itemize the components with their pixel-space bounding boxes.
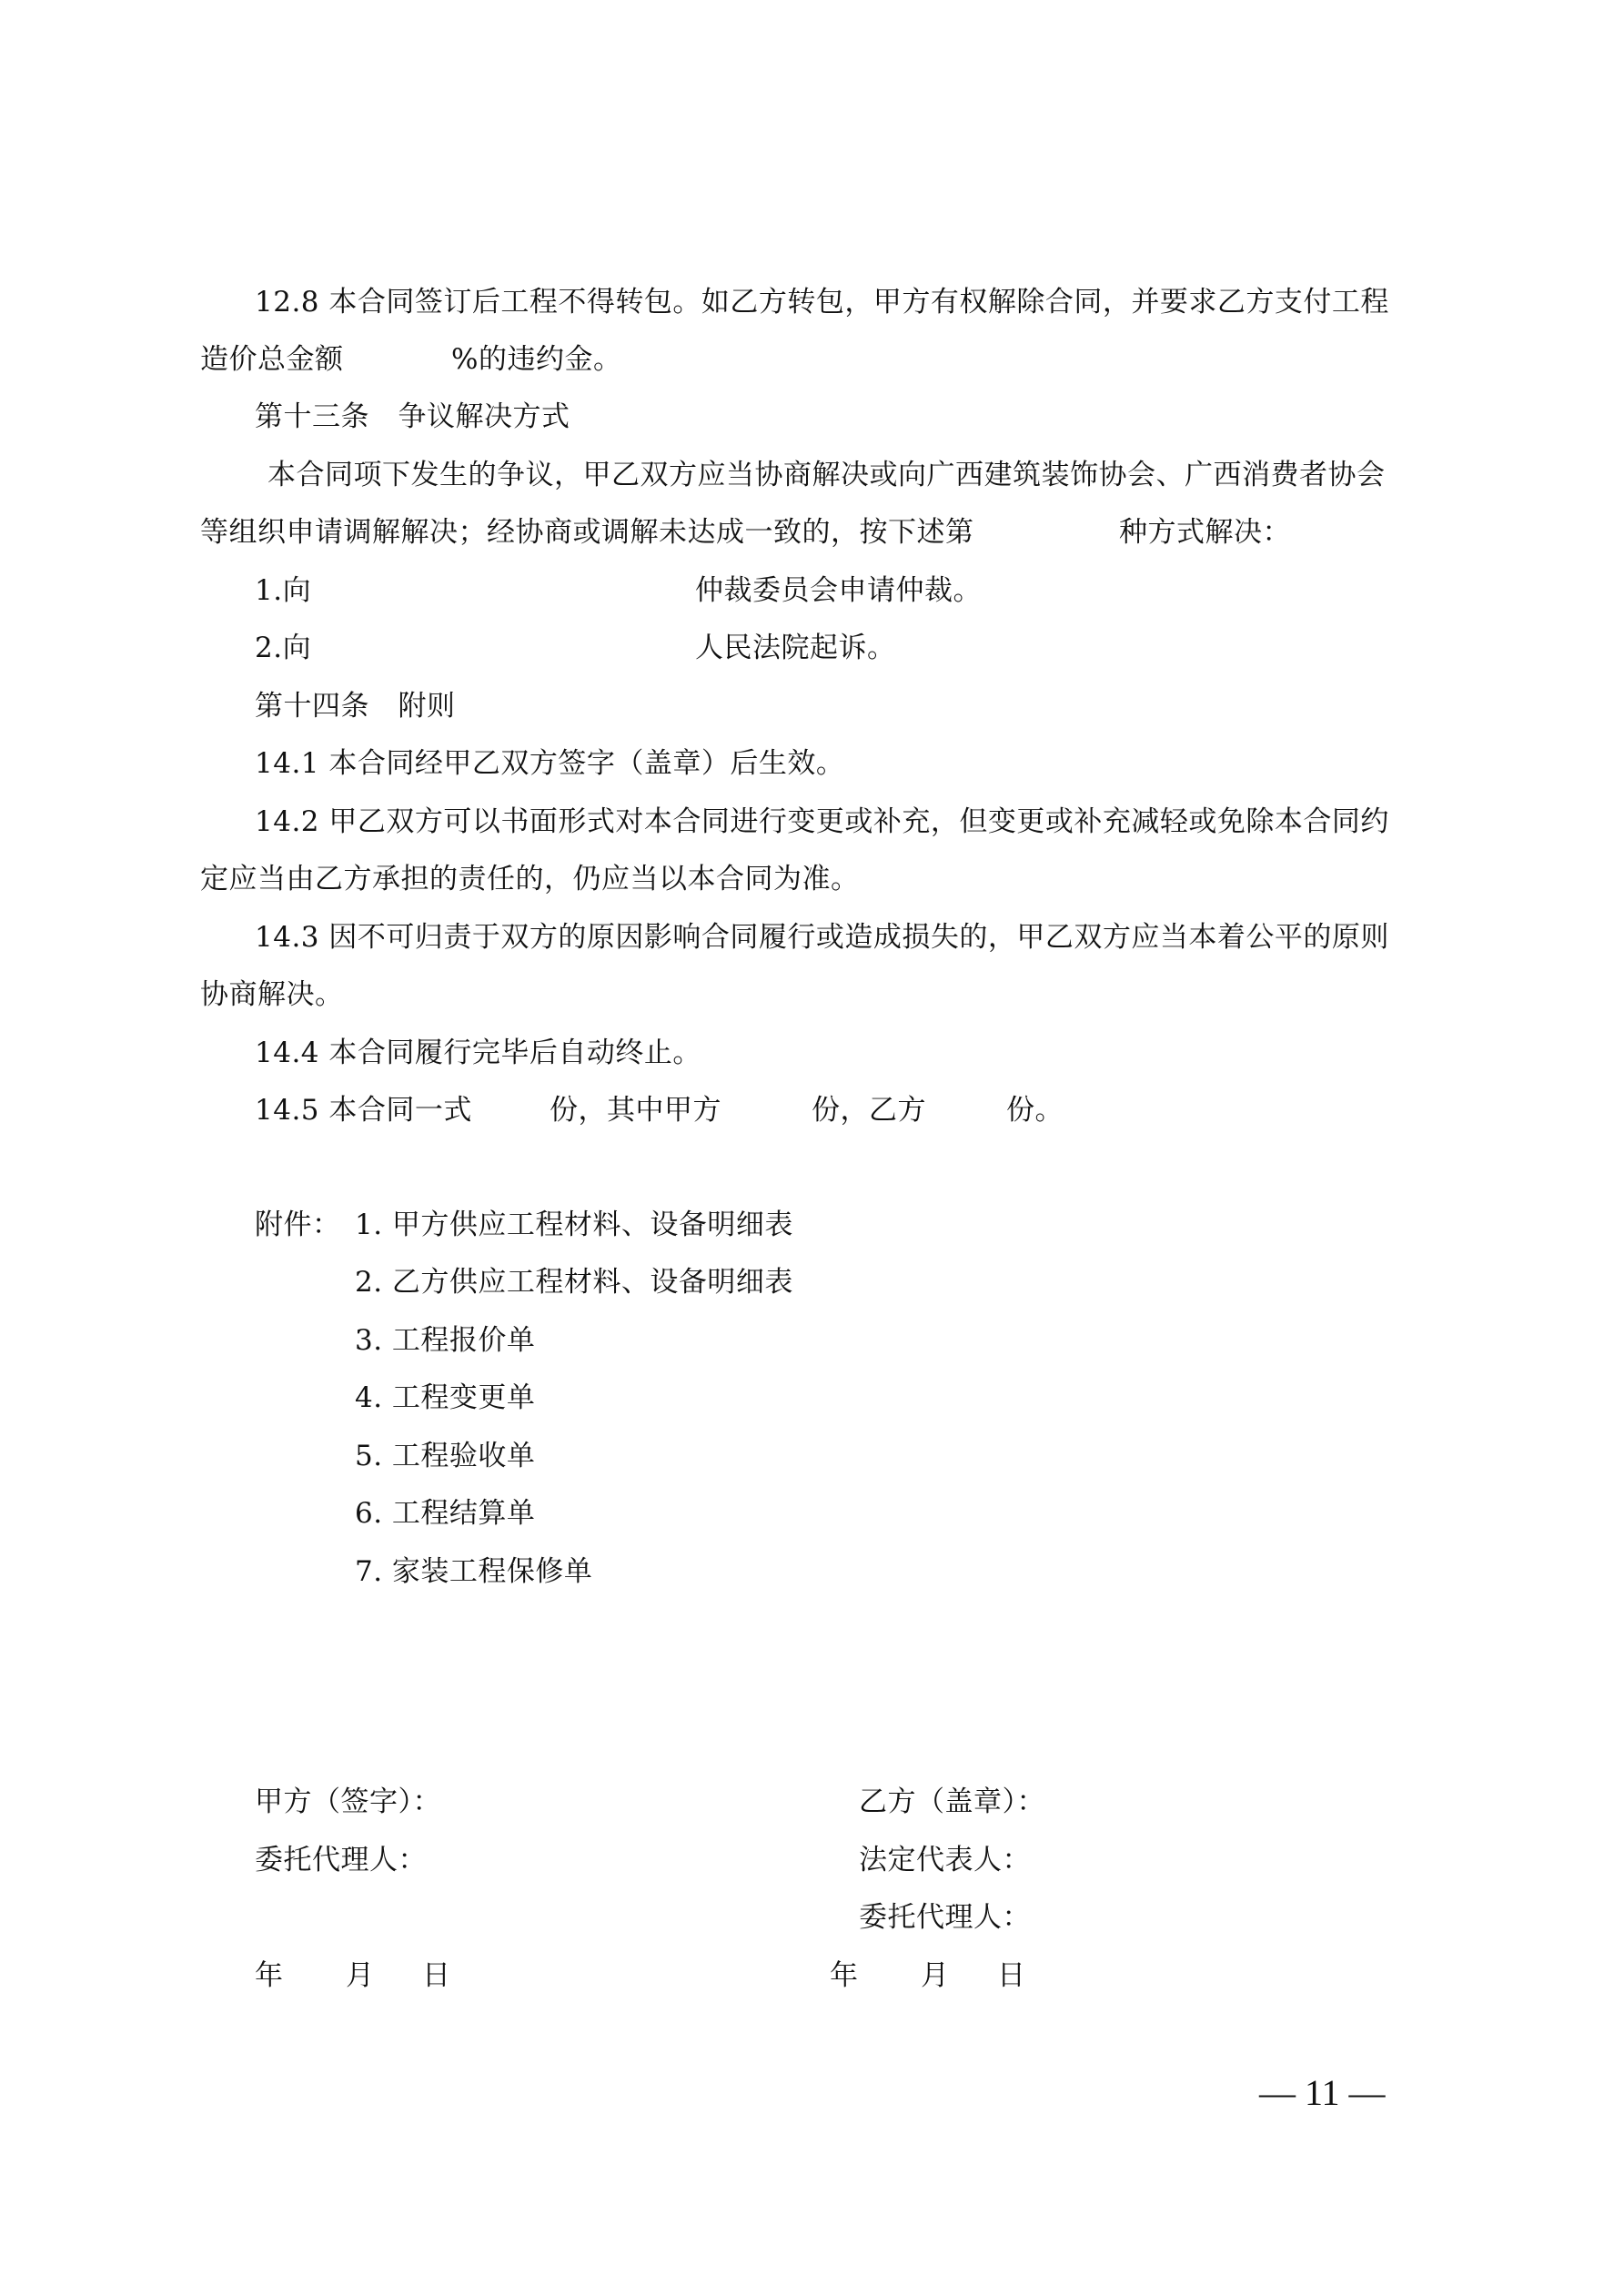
- article-13-para-line2-suffix: 种方式解决：: [1119, 516, 1291, 549]
- article-13-option1-prefix: 1.向: [255, 574, 312, 607]
- clause-14-3-line2: 协商解决。: [200, 978, 344, 1011]
- attachment-item: 4. 工程变更单: [355, 1381, 536, 1414]
- party-a-agent-label: 委托代理人：: [255, 1844, 427, 1876]
- clause-12-8-line2-suffix: %的违约金。: [451, 343, 622, 376]
- clause-14-2-line1: 14.2 甲乙双方可以书面形式对本合同进行变更或补充，但变更或补充减轻或免除本合同约: [255, 805, 1389, 838]
- clause-14-5-b: 份，其中甲方: [550, 1094, 721, 1127]
- party-b-agent-label: 委托代理人：: [859, 1901, 1031, 1934]
- party-b-legal-rep-label: 法定代表人：: [859, 1844, 1031, 1876]
- clause-14-3-line1: 14.3 因不可归责于双方的原因影响合同履行或造成损失的，甲乙双方应当本着公平的原则: [255, 921, 1389, 954]
- party-b-date-month: 月: [921, 1959, 950, 1992]
- page-number: — 11 —: [1259, 2072, 1386, 2113]
- attachment-item: 3. 工程报价单: [355, 1324, 536, 1357]
- clause-14-1: 14.1 本合同经甲乙双方签字（盖章）后生效。: [255, 747, 845, 780]
- party-a-sign-label: 甲方（签字）：: [255, 1785, 441, 1818]
- attachment-item: 7. 家装工程保修单: [355, 1555, 593, 1588]
- clause-14-5-a: 14.5 本合同一式: [255, 1094, 472, 1127]
- party-a-date-year: 年: [255, 1959, 284, 1992]
- attachment-item: 1. 甲方供应工程材料、设备明细表: [355, 1209, 793, 1241]
- article-13-para-line2-prefix: 等组织申请调解解决；经协商或调解未达成一致的，按下述第: [200, 516, 974, 549]
- clause-12-8-line1: 12.8 本合同签订后工程不得转包。如乙方转包，甲方有权解除合同，并要求乙方支付工程: [255, 286, 1389, 319]
- clause-14-5-c: 份，乙方: [812, 1094, 926, 1127]
- article-13-option2-prefix: 2.向: [255, 632, 312, 664]
- article-13-option2-suffix: 人民法院起诉。: [695, 632, 896, 664]
- article-13-option1-suffix: 仲裁委员会申请仲裁。: [695, 574, 982, 607]
- attachment-item: 5. 工程验收单: [355, 1440, 536, 1472]
- attachment-item: 6. 工程结算单: [355, 1497, 536, 1530]
- clause-12-8-line2-prefix: 造价总金额: [200, 343, 344, 376]
- party-b-date-day: 日: [997, 1959, 1026, 1992]
- party-b-seal-label: 乙方（盖章）：: [859, 1785, 1045, 1818]
- clause-14-2-line2: 定应当由乙方承担的责任的，仍应当以本合同为准。: [200, 863, 860, 895]
- article-14-heading: 第十四条 附则: [255, 690, 456, 723]
- clause-14-4: 14.4 本合同履行完毕后自动终止。: [255, 1037, 701, 1069]
- article-13-para-line1: 本合同项下发生的争议，甲乙双方应当协商解决或向广西建筑装饰协会、广西消费者协会: [267, 459, 1386, 491]
- attachments-label: 附件：: [255, 1209, 341, 1241]
- party-a-date-month: 月: [346, 1959, 375, 1992]
- party-b-date-year: 年: [830, 1959, 859, 1992]
- party-a-date-day: 日: [422, 1959, 451, 1992]
- article-13-heading: 第十三条 争议解决方式: [255, 400, 570, 433]
- attachment-item: 2. 乙方供应工程材料、设备明细表: [355, 1266, 793, 1299]
- clause-14-5-d: 份。: [1006, 1094, 1064, 1127]
